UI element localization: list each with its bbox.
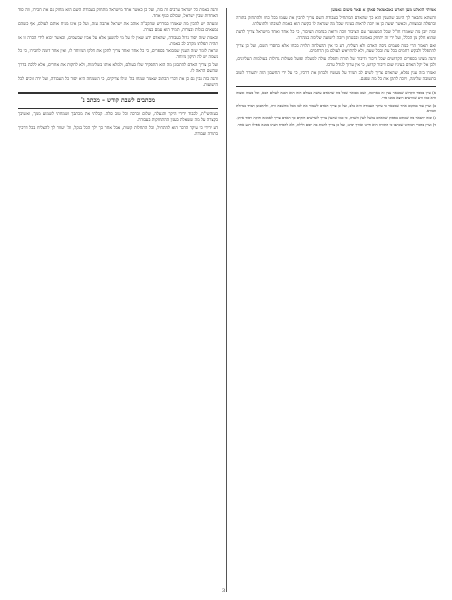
footnote-divider — [236, 86, 436, 87]
body-paragraph: ונראה לומר שזה הענין שמבואר בספרים, כי כל אחד ואחד צריך לתקן את חלקו המיוחד לו, ואין אחד דומה לחבירו, כי כל נשמה יש לה תיקון מיוחד. — [18, 49, 218, 61]
section-paragraph: דע ידידי כי עיקר הדבר הוא להתחיל, וכל התחלות קשות, אבל אחר כך ילך הכל בנקל, וה' יעזור לך להצליח בכל דרכיך בתורה ועבודה. — [18, 125, 218, 137]
section-title: מכתבים לשבת קודש – מכתב נ' — [80, 96, 156, 104]
opening-line: אמיתי הואלט מען ווארט נאכאמאל פאקן א פאר משום נאמען — [331, 8, 436, 13]
section-paragraph: בעזהשי"ת, לכבוד ידידי היקר והנעלה, שלום וברכה וכל טוב סלה. קבלתי את מכתבך ושמחתי לשמוע ממך, ואשיבך בקצרה על מה ששאלת בענין ההתחזקות בעבודה. — [18, 111, 218, 123]
footnote: ג) ובזה יתבאר מה שכתוב בפסוק שהאדם נמשל לעץ השדה, כי כמו שהעץ צריך לשרשים חזקים כך האדם צריך לאמונה חזקה ויסוד איתן. — [236, 115, 436, 121]
section-divider-bottom — [18, 108, 218, 109]
body-paragraph: והנה בזה נבין גם כן את דברי הכתוב שאמר שמחו בה' וגילו צדיקים, כי השמחה היא יסוד כל העבודה, ועל ידה זוכים לכל הישועות. — [18, 77, 218, 88]
section-divider-top — [18, 92, 218, 94]
footnote: ד) ועיין בדברי רבותינו שכתבו כי התורה היא חיינו ואורך ימינו, ועל כן צריך להגות בה יומם ולילה, ולא להסיח דעתו ממנה אפילו רגע אחד. — [236, 122, 436, 128]
footnotes — [236, 90, 436, 128]
body-paragraph: ואמרו בזה ענין נפלא, שהאדם צריך לשים לב תמיד על מעשיו ולבחון את דרכיו, כי על ידי החשבון הזה יתעורר לשוב בתשובה שלימה, ויזכה לתקן את כל מה שפגם. — [236, 71, 436, 83]
body-paragraph: ובאמת שזה יסוד גדול בעבודה, שהאדם ידע שאין לו על מי להשען אלא על אביו שבשמים, וכאשר יבוא לידי הכרה זו אז תהיה תפלתו מקרב לב באמת. — [18, 35, 218, 47]
document-page — [18, 8, 436, 592]
body-paragraph: והנה מצינו בספרים הקדושים שכל דיבור ודיבור של תורה ותפלה עולה למעלה ופועל פעולות גדולות בעולמות העליונים, ולכן אל יקל האדם בעיניו שום דיבור קדוש, כי אין ערוך לגודל ערכו. — [236, 57, 436, 69]
column-divider — [226, 8, 227, 592]
body-paragraph: ועל כן צריך האדם להתבונן מה הוא התפקיד שלו בעולם, ולמלא אותו בשלימות, ולא לחקות את אחרים, אלא ללכת בדרך שהשם הראה לו. — [18, 63, 218, 75]
body-paragraph: ובזה יובן מה שאמרו חז"ל שכל המצטער עם הציבור זוכה ורואה בנחמת הציבור, כי כל אחד ואחד מישראל צריך לדעת שהוא חלק מן הכלל, ועל ידי זה יתחזק באמונה ובבטחון ויזכה לישועה שלימה במהרה. — [236, 29, 436, 41]
page-number: 3 — [222, 588, 226, 594]
right-column — [236, 8, 436, 592]
footnote: א) עיין בספר הקדוש שמבאר ענין זה בארוכה, ושם מבואר שכל מה שהאדם עושה בעולם הזה הוא הכנה לעולם הבא, וכל מצוה ומצוה היא כמו זרע שזורעים ויוצא ממנו פרי. — [236, 89, 436, 101]
body-paragraph: ואם תאמר הרי כמה פעמים ניסה האדם ולא הצליח, דע כי אין ההצלחה תלויה בכחו אלא בחסדי השם, ועל כן צריך להתפלל ולבקש רחמים בכל עת ובכל שעה, ולא להתייאש לעולם מן הרחמים. — [236, 43, 436, 55]
footnote: ב) ועיין עוד במקום אחר שמבאר כי עיקר העבודה היא בלב, ועל כן צריך האדם לשמור את לבו מכל מחשבה זרה, ולהתבונן תמיד בגדולת הבורא. — [236, 102, 436, 113]
body-paragraph: ומעתה יש להבין מה שאמרו במדרש שהקב"ה אוהב את ישראל אהבה עזה, ועל כן אינו מניח אותם לעולם, אף כשהם נמצאים בגלות ובצרות, תמיד הוא עמם בצרה. — [18, 21, 218, 33]
body-paragraph: והשתא נתבאר לך היטב שהענין הוא כך שהאדם המתחיל בעבודת השם צריך להכין את עצמו בכל כחו ולהתחזק בתורה ובתפלה ובמצוות, וכאשר יעשה כן אז יזכה לראות בעיניו שכל מה שנראה לו כקשה הוא באמת לטובתו ולתועלתו. — [236, 15, 436, 27]
left-column — [18, 8, 218, 592]
body-paragraph: והנה באמת כל ישראל ערבים זה בזה, ועל כן כאשר אחד מישראל מתחזק בעבודת השם הוא מחזק גם את חבירו, וזה סוד האחדות שבין ישראל, שכולם כגוף אחד. — [18, 8, 218, 19]
